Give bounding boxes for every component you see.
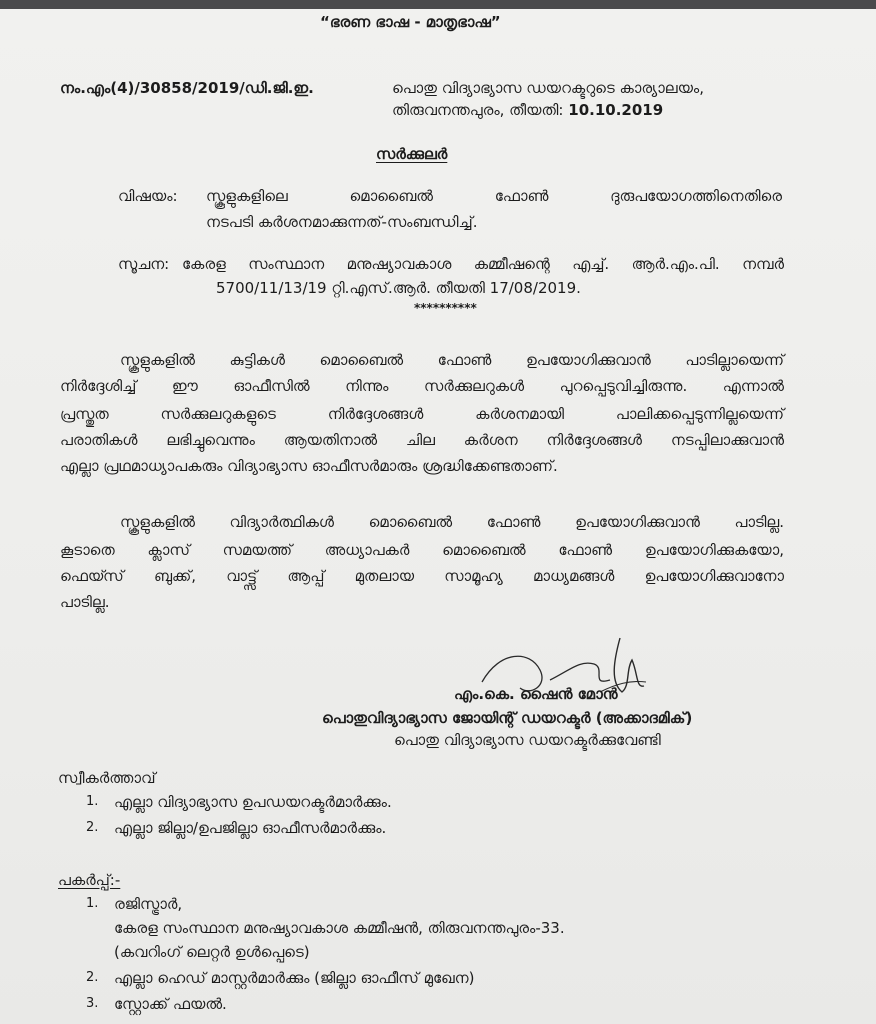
subject-line-1: സ്കൂളുകളിലെ മൊബൈൽ ഫോൺ ദുരുപയോഗത്തിനെതിരെ bbox=[206, 187, 782, 205]
signatory-on-behalf: പൊതു വിദ്യാഭ്യാസ ഡയറക്ടർക്കുവേണ്ടി bbox=[394, 731, 661, 749]
recipient-2-number: 2. bbox=[86, 820, 99, 835]
copy-1-line-2: കേരള സംസ്ഥാന മനുഷ്യാവകാശ കമ്മീഷൻ, തിരുവനന്തപുരം-33. bbox=[114, 919, 565, 937]
para1-line-5: എല്ലാ പ്രഥമാധ്യാപകരും വിദ്യാഭ്യാസ ഓഫീസർമാരും ശ്രദ്ധിക്കേണ്ടതാണ്. bbox=[60, 457, 558, 475]
reference-label: സൂചന: bbox=[118, 255, 170, 273]
top-edge-bar bbox=[0, 0, 876, 9]
para1-line-3: പ്രസ്തുത സർക്കുലറുകളുടെ നിർദ്ദേശങ്ങൾ കർശനമായി പാലിക്കപ്പെടുന്നില്ലയെന്ന് bbox=[60, 405, 784, 423]
reference-line-2: 5700/11/13/19 റ്റി.എസ്.ആർ. തീയതി 17/08/2019. bbox=[216, 279, 581, 297]
para1-line-4: പരാതികൾ ലഭിച്ചുവെന്നും ആയതിനാൽ ചില കർശന നിർദ്ദേശങ്ങൾ നടപ്പിലാക്കുവാൻ bbox=[60, 431, 784, 449]
document-title: സർക്കുലർ bbox=[376, 145, 448, 163]
motto: “ഭരണ ഭാഷ - മാതൃഭാഷ” bbox=[320, 13, 501, 31]
signatory-name: എം.കെ. ഷൈൻ മോൻ bbox=[454, 685, 618, 703]
copy-to-label: പകർപ്പ്:- bbox=[58, 871, 121, 889]
para2-line-1: സ്കൂളുകളിൽ വിദ്യാർത്ഥികൾ മൊബൈൽ ഫോൺ ഉപയോഗിക്കുവാൻ പാടില്ല. bbox=[120, 513, 784, 531]
recipient-1: എല്ലാ വിദ്യാഭ്യാസ ഉപഡയറക്ടർമാർക്കും. bbox=[114, 793, 392, 811]
para2-line-2: കൂടാതെ ക്ലാസ് സമയത്ത് അധ്യാപകർ മൊബൈൽ ഫോൺ ഉപയോഗിക്കുകയോ, bbox=[60, 541, 784, 559]
para2-line-4: പാടില്ല. bbox=[60, 593, 110, 611]
recipients-label: സ്വീകർത്താവ് bbox=[58, 769, 156, 787]
signatory-designation: പൊതുവിദ്യാഭ്യാസ ജോയിന്റ് ഡയറക്ടർ (അക്കാദമിക്) bbox=[322, 709, 693, 727]
recipient-2: എല്ലാ ജില്ലാ/ഉപജില്ലാ ഓഫീസർമാർക്കും. bbox=[114, 819, 387, 837]
para1-line-2: നിർദ്ദേശിച്ച് ഈ ഓഫീസിൽ നിന്നും സർക്കുലറുകൾ പുറപ്പെടുവിച്ചിരുന്നു. എന്നാൽ bbox=[60, 377, 784, 395]
subject-label: വിഷയം: bbox=[118, 187, 178, 205]
recipient-1-number: 1. bbox=[86, 794, 99, 809]
reference-number: നം.എം(4)/30858/2019/ഡി.ജി.ഇ. bbox=[60, 79, 314, 97]
para1-line-1: സ്കൂളുകളിൽ കുട്ടികൾ മൊബൈൽ ഫോൺ ഉപയോഗിക്കുവാൻ പാടില്ലായെന്ന് bbox=[120, 351, 784, 369]
place-date-label: തിരുവനന്തപുരം, തീയതി: bbox=[392, 101, 564, 119]
copy-3-line-1: സ്റ്റോക്ക് ഫയൽ. bbox=[114, 995, 227, 1013]
copy-3-number: 3. bbox=[86, 996, 99, 1011]
copy-2-line-1: എല്ലാ ഹെഡ് മാസ്റ്റർമാർക്കും (ജില്ലാ ഓഫീസ് മുഖേന) bbox=[114, 969, 475, 987]
separator-stars: ********** bbox=[414, 301, 477, 315]
place-date bbox=[392, 100, 663, 120]
copy-1-number: 1. bbox=[86, 896, 99, 911]
issue-date: 10.10.2019 bbox=[568, 101, 664, 119]
para2-line-3: ഫെയ്സ് ബുക്ക്, വാട്ട്സ് ആപ്പ് മുതലായ സാമൂഹ്യ മാധ്യമങ്ങൾ ഉപയോഗിക്കുവാനോ bbox=[60, 567, 784, 585]
subject-line-2: നടപടി കർശനമാക്കുന്നത്-സംബന്ധിച്ച്. bbox=[206, 213, 478, 231]
copy-2-number: 2. bbox=[86, 970, 99, 985]
reference-line-1: കേരള സംസ്ഥാന മനുഷ്യാവകാശ കമ്മീഷന്റെ എച്ച്. ആർ.എം.പി. നമ്പർ bbox=[182, 255, 784, 273]
copy-1-line-3: (കവറിംഗ് ലെറ്റർ ഉൾപ്പെടെ) bbox=[114, 943, 310, 961]
office-name: പൊതു വിദ്യാഭ്യാസ ഡയറക്ടറുടെ കാര്യാലയം, bbox=[392, 79, 704, 97]
copy-1-line-1: രജിസ്ട്രാർ, bbox=[114, 895, 183, 913]
